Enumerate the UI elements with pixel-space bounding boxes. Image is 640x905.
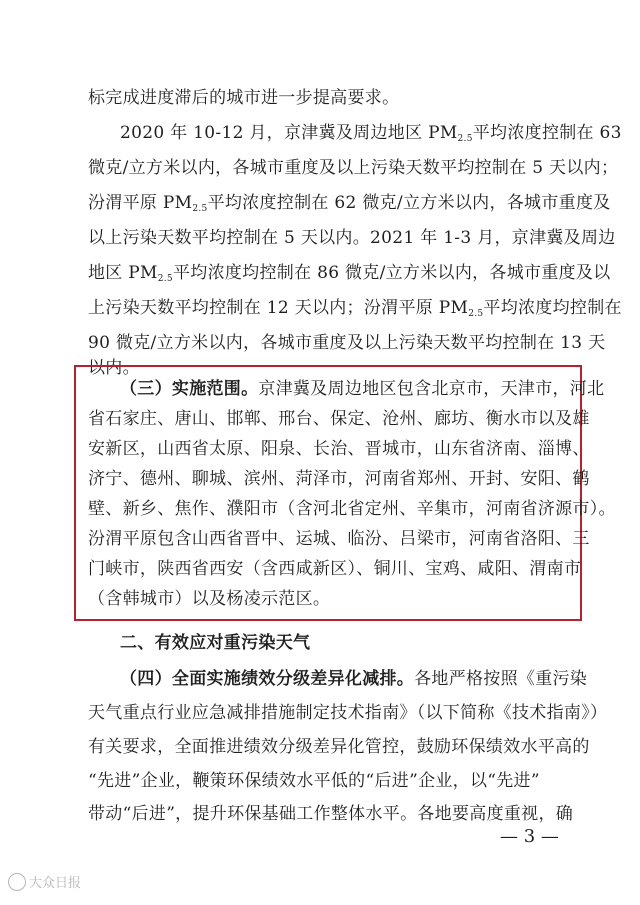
text-line: 壁、新乡、焦作、濮阳市（含河北省定州、辛集市，河南省济源市）。 bbox=[88, 499, 616, 519]
text-line: “先进”企业，鞭策环保绩效水平低的“后进”企业，以“先进” bbox=[88, 771, 540, 791]
subscript: 2.5 bbox=[192, 204, 208, 214]
text-line: 有关要求，全面推进绩效分级差异化管控，鼓励环保绩效水平高的 bbox=[88, 737, 590, 757]
text-line: 标完成进度滞后的城市进一步提高要求。 bbox=[88, 88, 400, 108]
text-line: 省石家庄、唐山、邯郸、邢台、保定、沧州、廊坊、衡水市以及雄 bbox=[88, 409, 590, 429]
text-line: （含韩城市）以及杨凌示范区。 bbox=[88, 589, 331, 609]
text-line: 门峡市，陕西省西安（含西咸新区）、铜川、宝鸡、咸阳、渭南市 bbox=[88, 559, 582, 579]
text-segment: 平均浓度均控制在 bbox=[483, 298, 622, 318]
text-segment: 汾渭平原 PM bbox=[88, 193, 193, 213]
text-line bbox=[120, 121, 622, 151]
subscript: 2.5 bbox=[157, 274, 173, 284]
text-line: 以上污染天数平均控制在 5 天以内。2021 年 1-3 月，京津冀及周边 bbox=[88, 228, 616, 248]
text-line: 带动“后进”，提升环保基础工作整体水平。各地要高度重视，确 bbox=[88, 804, 574, 824]
page-number: — 3 — bbox=[500, 826, 559, 847]
text-line bbox=[88, 296, 622, 326]
section-two-heading: 二、有效应对重污染天气 bbox=[120, 633, 311, 653]
text-line: 安新区，山西省太原、阳泉、长治、晋城市，山东省济南、淄博、 bbox=[88, 439, 590, 459]
text-line: 汾渭平原包含山西省晋中、运城、临汾、吕梁市，河南省洛阳、三 bbox=[88, 529, 590, 549]
section-four-first-line bbox=[120, 667, 588, 691]
text-line: 天气重点行业应急减排措施制定技术指南》（以下简称《技术指南》） bbox=[88, 703, 608, 723]
text-segment: 地区 PM bbox=[88, 263, 158, 283]
watermark-logo-icon bbox=[8, 873, 26, 891]
text-segment: 平均浓度均控制在 86 微克/立方米以内，各城市重度及以 bbox=[172, 263, 611, 283]
text-segment: 平均浓度控制在 62 微克/立方米以内，各城市重度及 bbox=[207, 193, 611, 213]
text-segment: 平均浓度控制在 63 bbox=[472, 123, 622, 143]
watermark-text: 大众日报 bbox=[29, 876, 82, 891]
text-segment: 上污染天数平均控制在 12 天以内；汾渭平原 PM bbox=[88, 298, 469, 318]
section-three-heading: （三）实施范围。 bbox=[120, 379, 259, 399]
text-segment: 2020 年 10-12 月，京津冀及周边地区 PM bbox=[120, 123, 458, 143]
text-line: 90 微克/立方米以内，各城市重度及以上污染天数平均控制在 13 天 bbox=[88, 333, 606, 353]
section-three-first-line bbox=[120, 377, 605, 401]
watermark bbox=[8, 872, 81, 891]
text-line bbox=[88, 191, 611, 221]
section-four-heading: （四）全面实施绩效分级差异化减排。 bbox=[120, 669, 415, 689]
highlight-box bbox=[74, 365, 616, 621]
text-line: 以内。 bbox=[88, 358, 140, 378]
text-line: 济宁、德州、聊城、滨州、菏泽市，河南省郑州、开封、安阳、鹤 bbox=[88, 469, 590, 489]
subscript: 2.5 bbox=[468, 309, 484, 319]
subscript: 2.5 bbox=[457, 134, 473, 144]
text-segment: 各地严格按照《重污染 bbox=[414, 669, 588, 689]
text-segment: 京津冀及周边地区包含北京市，天津市，河北 bbox=[258, 379, 605, 399]
text-line: 微克/立方米以内，各城市重度及以上污染天数平均控制在 5 天以内； bbox=[88, 158, 619, 178]
text-line bbox=[88, 261, 611, 291]
